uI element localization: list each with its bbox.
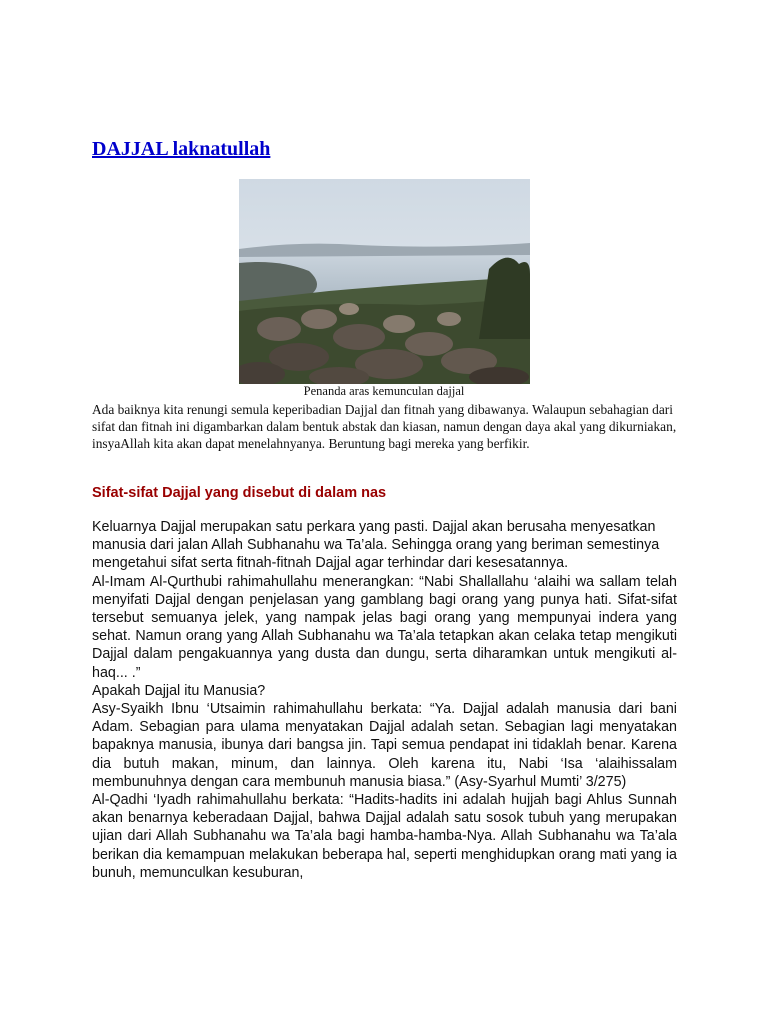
article-title-link[interactable]: DAJJAL laknatullah: [92, 138, 271, 160]
paragraph-qurthubi: Al-Imam Al-Qurthubi rahimahullahu menerangkan: “Nabi Shallallahu ‘alaihi wa sallam telah menyifati Dajjal dengan penjelasan yang gamblang bagi orang yang punya hati. Sifat-sifat tersebut semuanya jelek, yang nampak jelas bagi orang yang mempunyai indera yang sehat. Namun orang yang Allah Subhanahu wa Ta’ala tetapkan akan celaka tetap mengikuti Dajjal dalam pengakuannya yang dusta dan dungu, serta diharamkan untuk mengikuti al-haq... .”: [92, 573, 677, 681]
article-body: [92, 518, 677, 882]
image-caption: Penanda aras kemunculan dajjal: [303, 384, 465, 398]
section-heading: Sifat-sifat Dajjal yang disebut di dalam nas: [92, 485, 387, 501]
intro-paragraph: Ada baiknya kita renungi semula keperibadian Dajjal dan fitnah yang dibawanya. Walaupun sebahagian dari sifat dan fitnah ini digambarkan dalam bentuk abstak dan kiasan, namun dengan daya akal yang dikurniakan, insyaAllah kita akan dapat menelahnyanya. Beruntung bagi mereka yang berfikir.: [92, 402, 677, 451]
paragraph-utsaimin: Asy-Syaikh Ibnu ‘Utsaimin rahimahullahu berkata: “Ya. Dajjal adalah manusia dari bani Adam. Sebagian para ulama menyatakan Dajjal adalah setan. Sebagian lagi menyatakan bapaknya manusia, ibunya dari bangsa jin. Tapi semua pendapat ini tidaklah benar. Karena dia butuh makan, minum, dan lainnya. Oleh karena itu, Nabi ‘Isa ‘alaihissalam membunuhnya dengan cara membunuh manusia biasa.” (Asy-Syarhul Mumti’ 3/275): [92, 701, 677, 790]
paragraph-intro: Keluarnya Dajjal merupakan satu perkara yang pasti. Dajjal akan berusaha menyesatkan manusia dari jalan Allah Subhanahu wa Ta’ala. Sehingga orang yang beriman semestinya mengetahui sifat serta fitnah-fitnah Dajjal agar terhindar dari kesesatannya.: [92, 519, 660, 572]
paragraph-qadhi-iyadh: Al-Qadhi ‘Iyadh rahimahullahu berkata: “Hadits-hadits ini adalah hujjah bagi Ahlus Sunnah akan benarnya keberadaan Dajjal, bahwa Dajjal adalah satu sosok tubuh yang merupakan ujian dari Allah Subhanahu wa Ta’ala bagi hamba-hamba-Nya. Allah Subhanahu wa Ta’ala berikan dia kemampuan melakukan beberapa hal, seperti menghidupkan orang mati yang ia bunuh, memunculkan kesuburan,: [92, 792, 677, 881]
paragraph-question: Apakah Dajjal itu Manusia?: [92, 682, 266, 699]
landscape-image: [239, 179, 530, 384]
article-photo: [239, 179, 530, 384]
